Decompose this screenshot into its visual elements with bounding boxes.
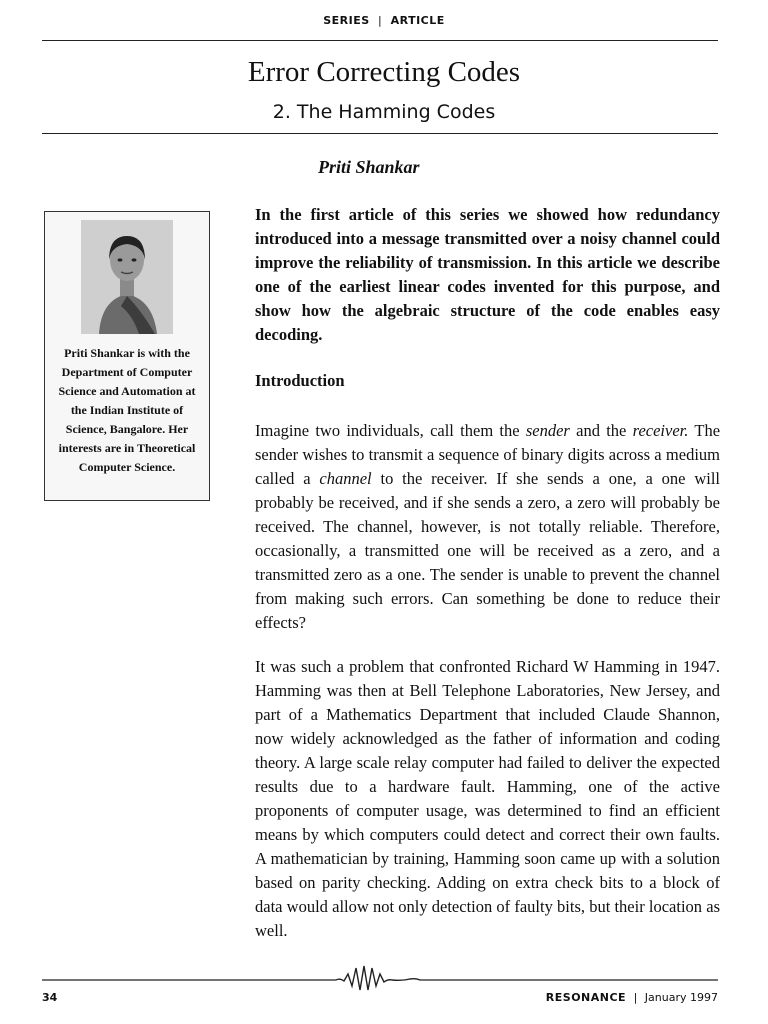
header-rule bbox=[42, 40, 718, 41]
footer-journal bbox=[546, 991, 718, 1004]
receiver-term: receiver. bbox=[632, 421, 689, 440]
article-subtitle: 2. The Hamming Codes bbox=[272, 101, 496, 123]
author-sidebar bbox=[44, 211, 210, 501]
footer-wave-rule bbox=[0, 962, 768, 992]
article-title: Error Correcting Codes bbox=[247, 56, 521, 88]
section-heading: Introduction bbox=[255, 371, 345, 390]
paragraph-2: It was such a problem that confronted Richard W Hamming in 1947. Hamming was then at Bell Telephone Laboratories, New Jersey, and part of a Mathematics Department that included Claude Shannon, now widely acknowledged as the father of information and coding theory. A large scale relay computer had failed to deliver the expected results due to a hardware fault. Hamming, one of the active proponents of computer usage, was determined to find an efficient means by which computers could detect and correct their own faults. A mathematician by training, Hamming soon came up with a solution based on parity checking. Adding on extra check bits to a block of data would allow not only detection of faulty bits, but their location as well. bbox=[255, 657, 720, 940]
author-bio: Priti Shankar is with the Department of Computer Science and Automation at the Indian Institute of Science, Bangalore. Her interests are in Theoretical Computer Science. bbox=[58, 346, 196, 474]
paragraph-1-text: and the bbox=[569, 421, 633, 440]
page-number: 34 bbox=[42, 991, 58, 1004]
article-label: ARTICLE bbox=[390, 14, 445, 27]
series-label: SERIES bbox=[323, 14, 370, 27]
journal-name: RESONANCE bbox=[545, 991, 627, 1004]
abstract: In the first article of this series we showed how redundancy introduced into a message transmitted over a noisy channel could improve the reliability of transmission. In this article we describe one of the earliest linear codes invented for this purpose, and show how the algebraic structure of the code enables easy decoding. bbox=[255, 205, 720, 344]
sender-term: sender bbox=[525, 421, 570, 440]
channel-term: channel bbox=[319, 469, 372, 488]
title-rule bbox=[42, 133, 718, 134]
paragraph-1 bbox=[255, 419, 720, 635]
author-photo bbox=[81, 220, 173, 334]
author-name: Priti Shankar bbox=[318, 157, 420, 177]
paragraph-1-text: Imagine two individuals, call them the bbox=[255, 421, 526, 440]
header-separator: | bbox=[378, 14, 383, 27]
paragraph-1-text: to the receiver. If she sends a one, a one will probably be received, and if she sends a zero, a zero will probably be received. The channel, however, is not totally reliable. Therefore, occasionally, a transmitted one will be received as a zero, and a transmitted zero as a one. The sender is unable to prevent the channel from making such errors. Can something be done to reduce their effects? bbox=[255, 469, 720, 632]
issue-date: January 1997 bbox=[644, 991, 718, 1004]
paragraph-1-text: The sender wishes to transmit a sequence of binary digits across a medium called a bbox=[255, 421, 721, 488]
running-header bbox=[0, 14, 768, 27]
footer-separator: | bbox=[633, 991, 638, 1004]
portrait-illustration bbox=[81, 220, 173, 334]
